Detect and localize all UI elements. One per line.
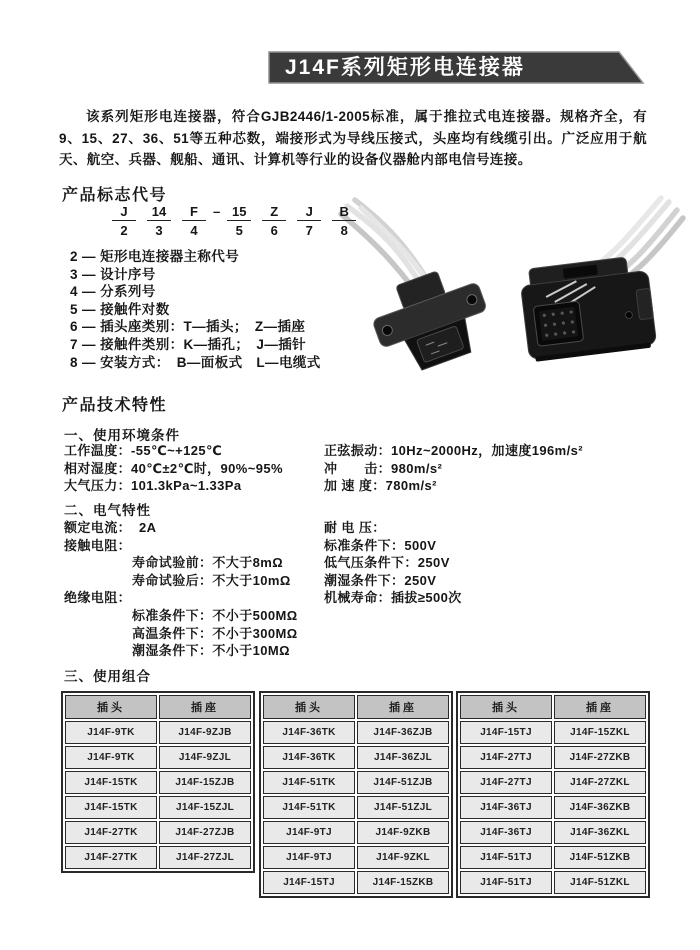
- combo-cell: J14F-9ZKL: [357, 846, 449, 869]
- combo-table-2: [259, 691, 453, 898]
- combo-cell: J14F-9ZJB: [159, 721, 251, 744]
- combo-cell: J14F-27TJ: [460, 771, 552, 794]
- elec-spec-line: 额定电流： 2A: [64, 520, 157, 535]
- combo-table-row: [65, 721, 251, 744]
- env-subheading: 一、使用环境条件: [64, 428, 180, 443]
- code-position-number: 3: [155, 223, 163, 238]
- code-position-number: 2: [120, 223, 128, 238]
- combo-table-row: [65, 796, 251, 819]
- combo-cell: J14F-9TJ: [263, 821, 355, 844]
- env-spec-line: 工作温度：-55℃~+125℃: [64, 443, 223, 458]
- env-spec-line: 正弦振动：10Hz~2000Hz，加速度196m/s²: [324, 443, 583, 458]
- combo-cell: J14F-36TJ: [460, 821, 552, 844]
- legend-line: 2 — 矩形电连接器主称代号: [70, 249, 240, 264]
- combo-table-row: [263, 871, 449, 894]
- combo-cell: J14F-15TJ: [460, 721, 552, 744]
- legend-line: 3 — 设计序号: [70, 266, 156, 282]
- combo-table-row: [263, 846, 449, 869]
- combo-cell: J14F-36ZJL: [357, 746, 449, 769]
- page-title: J14F系列矩形电连接器: [285, 56, 525, 79]
- combo-table-row: [460, 871, 646, 894]
- code-value: 14: [147, 204, 171, 221]
- code-value: Z: [262, 204, 286, 221]
- elec-spec-line: 潮湿条件下：不小于10MΩ: [132, 643, 290, 659]
- elec-spec-line: 耐 电 压：: [324, 520, 386, 535]
- combo-cell: J14F-51ZJL: [357, 796, 449, 819]
- combo-cell: J14F-15ZKB: [357, 871, 449, 894]
- env-spec-line: 加 速 度：780m/s²: [324, 478, 437, 494]
- code-value: 15: [227, 204, 251, 221]
- code-fraction: [147, 204, 171, 238]
- connector-product-photo: [333, 188, 693, 388]
- code-value: J: [112, 204, 136, 221]
- combo-cell: J14F-51TK: [263, 796, 355, 819]
- combo-cell: J14F-36ZJB: [357, 721, 449, 744]
- code-fraction: [227, 204, 251, 238]
- elec-spec-line: 寿命试验后：不大于10mΩ: [132, 572, 291, 588]
- combo-table-row: [460, 721, 646, 744]
- combo-cell: J14F-36TK: [263, 721, 355, 744]
- elec-spec-line: 寿命试验前：不大于8mΩ: [132, 555, 284, 571]
- code-value: B: [332, 204, 356, 221]
- combo-table-row: [460, 846, 646, 869]
- combo-table-row: [263, 796, 449, 819]
- combo-cell: J14F-27ZJB: [159, 821, 251, 844]
- code-value: J: [297, 204, 321, 221]
- combo-col-header-socket: 插座: [357, 695, 449, 719]
- env-conditions-right: [324, 442, 583, 495]
- combo-table-3: [456, 691, 650, 898]
- code-position-number: 8: [340, 223, 348, 238]
- combo-col-header-socket: 插座: [159, 695, 251, 719]
- combo-table-row: [65, 746, 251, 769]
- combo-cell: J14F-9TJ: [263, 846, 355, 869]
- combo-cell: J14F-51ZJB: [357, 771, 449, 794]
- combo-cell: J14F-15TK: [65, 796, 157, 819]
- title-banner: [268, 51, 648, 85]
- legend-line: 4 — 分系列号: [70, 284, 156, 300]
- combo-col-header-plug: 插头: [65, 695, 157, 719]
- combo-table-row: [460, 821, 646, 844]
- code-fraction: [262, 204, 286, 238]
- combo-cell: J14F-9TK: [65, 746, 157, 769]
- tech-section-heading: 产品技术特性: [62, 397, 168, 414]
- legend-line: 6 — 插头座类别：T—插头； Z—插座: [70, 319, 306, 335]
- combo-cell: J14F-15TK: [65, 771, 157, 794]
- combo-cell: J14F-36ZKB: [554, 796, 646, 819]
- combo-cell: J14F-9TK: [65, 721, 157, 744]
- combo-cell: J14F-51TJ: [460, 871, 552, 894]
- combo-table-row: [263, 746, 449, 769]
- legend-line: 7 — 接触件类别：K—插孔； J—插针: [70, 336, 307, 352]
- combo-col-header-plug: 插头: [263, 695, 355, 719]
- env-spec-line: 相对湿度：40℃±2℃时，90%~95%: [64, 460, 283, 476]
- combo-cell: J14F-27TK: [65, 821, 157, 844]
- code-separator-dash: –: [213, 204, 221, 219]
- combo-cell: J14F-36ZKL: [554, 821, 646, 844]
- combo-subheading: 三、使用组合: [64, 669, 151, 684]
- combo-cell: J14F-51TJ: [460, 846, 552, 869]
- legend-line: 5 — 接触件对数: [70, 301, 170, 317]
- elec-spec-line: 低气压条件下：250V: [324, 555, 450, 571]
- elec-spec-line: 标准条件下：不小于500MΩ: [132, 607, 298, 623]
- electrical-specs-right: [324, 519, 462, 607]
- combo-table-row: [65, 821, 251, 844]
- combo-cell: J14F-36TK: [263, 746, 355, 769]
- legend-line: 8 — 安装方式： B—面板式 L—电缆式: [70, 354, 321, 370]
- code-diagram: [112, 204, 356, 238]
- combo-table-row: [263, 821, 449, 844]
- combo-cell: J14F-15ZJL: [159, 796, 251, 819]
- combo-cell: J14F-27ZKL: [554, 771, 646, 794]
- combo-table-row: [460, 796, 646, 819]
- combo-cell: J14F-36TJ: [460, 796, 552, 819]
- elec-spec-line: 高温条件下：不小于300MΩ: [132, 625, 298, 641]
- code-position-number: 6: [270, 223, 278, 238]
- marking-section-heading: 产品标志代号: [62, 187, 168, 204]
- electrical-subheading: 二、电气特性: [64, 503, 151, 518]
- intro-paragraph: 该系列矩形电连接器，符合GJB2446/1-2005标准，属于推拉式电连接器。规格齐全，有9、15、27、36、51等五种芯数，端接形式为导线压接式，头座均有线缆引出。广泛应用于航天、航空、兵器、舰船、通讯、计算机等行业的设备仪器舱内部电信号连接。: [59, 109, 647, 167]
- combo-table-row: [460, 771, 646, 794]
- combo-cell: J14F-15ZJB: [159, 771, 251, 794]
- combo-cell: J14F-15TJ: [263, 871, 355, 894]
- code-fraction: [182, 204, 206, 238]
- code-value: F: [182, 204, 206, 221]
- combo-cell: J14F-51TK: [263, 771, 355, 794]
- combo-cell: J14F-9ZJL: [159, 746, 251, 769]
- code-fraction: [332, 204, 356, 238]
- combo-table-row: [263, 721, 449, 744]
- combo-table-row: [460, 746, 646, 769]
- env-spec-line: 大气压力：101.3kPa~1.33Pa: [64, 478, 242, 494]
- combo-col-header-plug: 插头: [460, 695, 552, 719]
- code-position-number: 5: [235, 223, 243, 238]
- combo-table-row: [65, 771, 251, 794]
- code-legend: [70, 248, 321, 371]
- elec-spec-line: 接触电阻：: [64, 537, 132, 553]
- env-conditions-left: [64, 442, 283, 495]
- combo-cell: J14F-27TK: [65, 846, 157, 869]
- combo-cell: J14F-15ZKL: [554, 721, 646, 744]
- combo-table-row: [263, 771, 449, 794]
- combo-cell: J14F-51ZKB: [554, 846, 646, 869]
- elec-spec-line: 绝缘电阻：: [64, 590, 132, 606]
- code-fraction: [112, 204, 136, 238]
- combo-cell: J14F-27ZKB: [554, 746, 646, 769]
- combo-cell: J14F-27TJ: [460, 746, 552, 769]
- env-spec-line: 冲 击：980m/s²: [324, 460, 443, 476]
- code-fraction: [297, 204, 321, 238]
- combo-cell: J14F-27ZJL: [159, 846, 251, 869]
- electrical-specs-left: [64, 519, 298, 660]
- elec-spec-line: 机械寿命：插拔≥500次: [324, 590, 462, 606]
- combo-cell: J14F-9ZKB: [357, 821, 449, 844]
- combo-cell: J14F-51ZKL: [554, 871, 646, 894]
- combo-col-header-socket: 插座: [554, 695, 646, 719]
- small-connector: [364, 259, 499, 380]
- combo-table-row: [65, 846, 251, 869]
- combo-table-1: [61, 691, 255, 873]
- code-position-number: 4: [190, 223, 198, 238]
- elec-spec-line: 标准条件下：500V: [324, 537, 437, 553]
- elec-spec-line: 潮湿条件下：250V: [324, 572, 437, 588]
- code-position-number: 7: [305, 223, 313, 238]
